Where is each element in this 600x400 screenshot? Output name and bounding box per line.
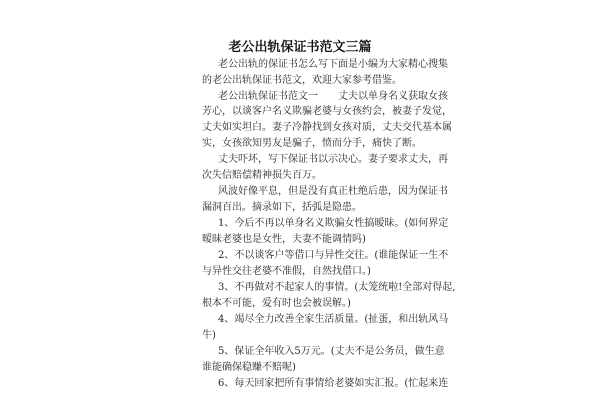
list-item-line: 5、保证全年收入5万元。(丈夫不是公务员，做生意 bbox=[218, 346, 445, 357]
list-item-line: 3、不再做对不起家人的事情。(太笼统啦!全部对得起, bbox=[218, 282, 456, 293]
paragraph-line: 漏洞百出。摘录如下，括弧是隐患。 bbox=[202, 202, 362, 213]
document-title: 老公出轨保证书范文三篇 bbox=[228, 40, 372, 55]
paragraph-line: 次失信赔偿精神损失百万。 bbox=[202, 170, 322, 181]
paragraph-line: 丈夫如实坦白。妻子冷静找到女孩对质，丈夫交代基本属 bbox=[202, 122, 452, 133]
paragraph-line: 丈夫吓坏，写下保证书以示决心。妻子要求丈夫，再 bbox=[218, 154, 448, 165]
list-item-line: 1、今后不再以单身名义欺骗女性搞暧昧。(如何界定 bbox=[218, 218, 449, 229]
list-item-line: 与异性交往老婆不准假，自然找借口。) bbox=[202, 266, 371, 277]
paragraph-line: 老公出轨的保证书怎么写下面是小编为大家精心搜集 bbox=[218, 59, 448, 70]
paragraph-line: 的老公出轨保证书范文，欢迎大家参考借鉴。 bbox=[202, 75, 402, 86]
list-item-line: 4、竭尽全力改善全家生活质量。(扯蛋，和出轨风马 bbox=[218, 314, 449, 325]
paragraph-line: 实，女孩欲知男友是骗子，愤而分手，痛快了断。 bbox=[202, 138, 422, 149]
list-item-line: 牛) bbox=[202, 330, 216, 341]
paragraph-line: 芳心，以谈客户名义欺骗老婆与女孩约会，被妻子发觉， bbox=[202, 106, 452, 117]
list-item-line: 谁能确保稳赚不赔呢) bbox=[202, 362, 296, 373]
list-item-line: 暧昧老婆也是女性，夫妻不能调情吗) bbox=[202, 234, 366, 245]
paragraph-line: 风波好像平息，但是没有真正杜绝后患，因为保证书 bbox=[218, 186, 448, 197]
list-item-line: 6、每天回家把所有事情给老婆如实汇报。(忙起来连 bbox=[218, 378, 449, 389]
list-item-line: 根本不可能，爱有时也会被误解。) bbox=[202, 298, 351, 309]
list-item-line: 2、不以谈客户等借口与异性交往。(谁能保证一生不 bbox=[218, 250, 449, 261]
paragraph-line: 老公出轨保证书范文一 丈夫以单身名义获取女孩 bbox=[218, 91, 448, 102]
